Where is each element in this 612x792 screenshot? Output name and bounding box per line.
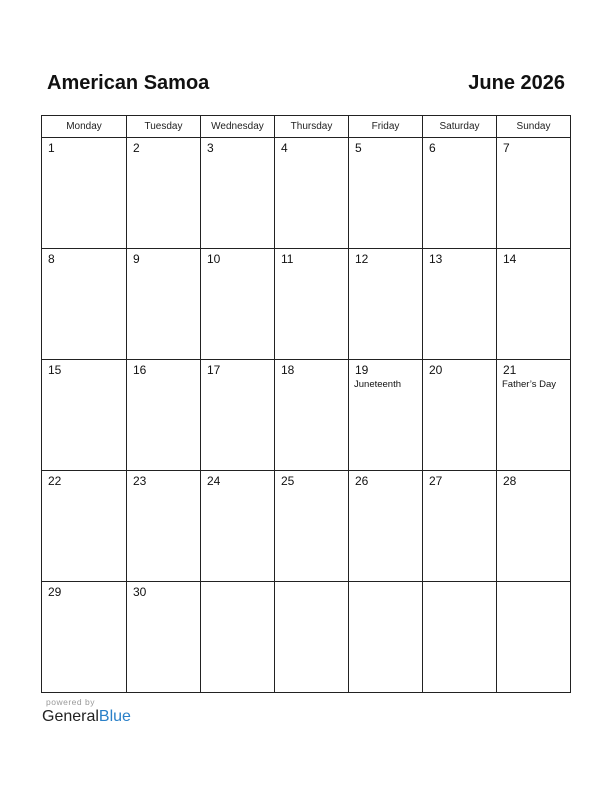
day-cell bbox=[275, 582, 349, 693]
day-cell bbox=[497, 471, 571, 582]
day-number: 22 bbox=[48, 474, 62, 488]
day-number: 29 bbox=[48, 585, 62, 599]
day-cell bbox=[423, 138, 497, 249]
weekday-header: Monday bbox=[42, 116, 127, 138]
weekday-header: Sunday bbox=[497, 116, 571, 138]
day-number: 17 bbox=[207, 363, 221, 377]
brand-blue-text: Blue bbox=[98, 708, 131, 725]
weekday-header-row bbox=[42, 116, 571, 138]
day-cell bbox=[349, 582, 423, 693]
day-number: 8 bbox=[48, 252, 55, 266]
day-cell bbox=[423, 249, 497, 360]
powered-by-label: powered by bbox=[46, 697, 95, 707]
day-cell bbox=[349, 471, 423, 582]
day-number: 26 bbox=[355, 474, 369, 488]
day-cell bbox=[127, 360, 201, 471]
weekday-header: Friday bbox=[349, 116, 423, 138]
day-cell bbox=[497, 138, 571, 249]
day-cell bbox=[201, 138, 275, 249]
calendar-month-title: June 2026 bbox=[468, 72, 565, 94]
day-cell bbox=[275, 138, 349, 249]
day-number: 9 bbox=[133, 252, 140, 266]
weekday-header: Saturday bbox=[423, 116, 497, 138]
day-cell bbox=[201, 360, 275, 471]
week-row bbox=[42, 360, 571, 471]
week-row bbox=[42, 138, 571, 249]
calendar-region-title: American Samoa bbox=[47, 72, 210, 94]
day-number: 19 bbox=[355, 363, 369, 377]
day-cell bbox=[201, 471, 275, 582]
weekday-header: Thursday bbox=[275, 116, 349, 138]
holiday-label: Juneteenth bbox=[354, 379, 402, 390]
day-cell bbox=[423, 582, 497, 693]
day-cell bbox=[42, 471, 127, 582]
day-number: 25 bbox=[281, 474, 295, 488]
day-number: 2 bbox=[133, 141, 140, 155]
day-number: 4 bbox=[281, 141, 288, 155]
day-number: 3 bbox=[207, 141, 214, 155]
day-cell bbox=[349, 249, 423, 360]
day-number: 13 bbox=[429, 252, 443, 266]
day-cell bbox=[127, 138, 201, 249]
day-number: 6 bbox=[429, 141, 436, 155]
day-cell bbox=[275, 360, 349, 471]
day-cell bbox=[201, 582, 275, 693]
generalblue-logo bbox=[42, 708, 131, 726]
day-cell bbox=[423, 360, 497, 471]
day-number: 15 bbox=[48, 363, 62, 377]
day-number: 14 bbox=[503, 252, 517, 266]
day-number: 1 bbox=[48, 141, 55, 155]
day-cell bbox=[127, 471, 201, 582]
brand-general-text: General bbox=[42, 708, 99, 725]
day-number: 27 bbox=[429, 474, 443, 488]
day-cell bbox=[42, 582, 127, 693]
day-cell bbox=[275, 249, 349, 360]
day-cell bbox=[42, 360, 127, 471]
weekday-header: Tuesday bbox=[127, 116, 201, 138]
holiday-label: Father’s Day bbox=[502, 379, 557, 390]
day-cell bbox=[497, 582, 571, 693]
day-number: 20 bbox=[429, 363, 443, 377]
day-number: 18 bbox=[281, 363, 295, 377]
day-cell bbox=[42, 138, 127, 249]
day-number: 5 bbox=[355, 141, 362, 155]
calendar-grid bbox=[41, 115, 571, 693]
day-number: 7 bbox=[503, 141, 510, 155]
day-cell bbox=[423, 471, 497, 582]
day-number: 12 bbox=[355, 252, 369, 266]
day-number: 21 bbox=[503, 363, 517, 377]
day-number: 16 bbox=[133, 363, 147, 377]
day-cell bbox=[349, 360, 423, 471]
day-number: 30 bbox=[133, 585, 147, 599]
day-number: 23 bbox=[133, 474, 147, 488]
day-number: 28 bbox=[503, 474, 517, 488]
day-cell bbox=[275, 471, 349, 582]
day-cell bbox=[497, 360, 571, 471]
day-cell bbox=[127, 249, 201, 360]
day-number: 24 bbox=[207, 474, 221, 488]
day-cell bbox=[349, 138, 423, 249]
week-row bbox=[42, 471, 571, 582]
week-row bbox=[42, 249, 571, 360]
day-number: 11 bbox=[281, 252, 294, 266]
week-row bbox=[42, 582, 571, 693]
weekday-header: Wednesday bbox=[201, 116, 275, 138]
day-number: 10 bbox=[207, 252, 221, 266]
day-cell bbox=[201, 249, 275, 360]
day-cell bbox=[42, 249, 127, 360]
day-cell bbox=[497, 249, 571, 360]
day-cell bbox=[127, 582, 201, 693]
